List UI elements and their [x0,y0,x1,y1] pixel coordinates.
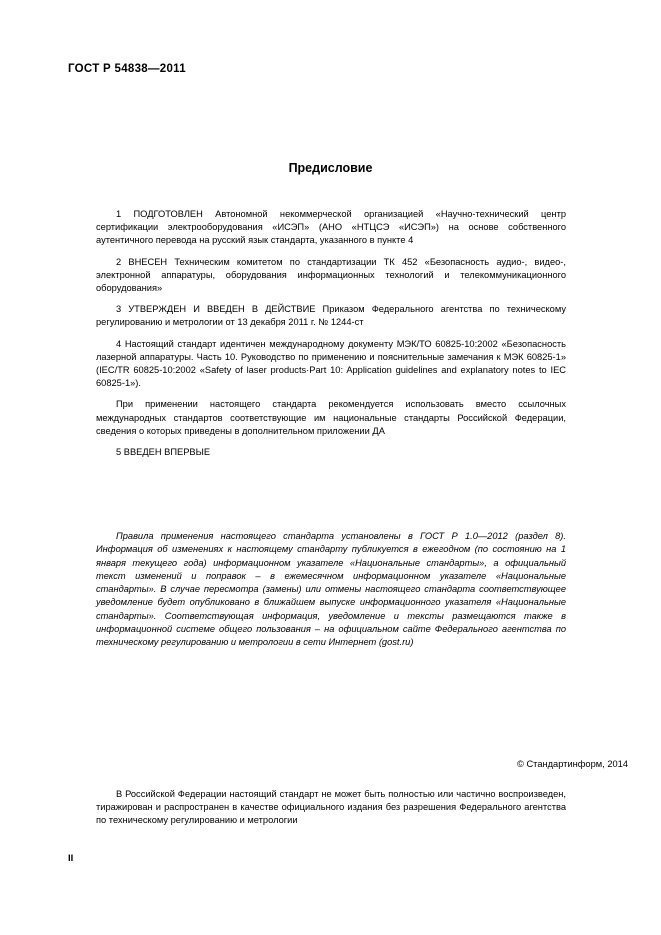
preface-item-4: 4 Настоящий стандарт идентичен международному документу МЭК/ТО 60825-10:2002 «Безопасность лазерной аппаратуры. Часть 10. Руководство по применению и пояснительные замечания к МЭК 60825-1» (IEC/TR 60825-10:2002 «Safety of laser products·Part 10: Application guidelines and explanatory notes to IEC 60825-1»). [96,338,566,389]
preface-item-1: 1 ПОДГОТОВЛЕН Автономной некоммерческой организацией «Научно-технический центр сертификации электрооборудования «ИСЭП» (АНО «НТЦСЭ «ИСЭП») на основе собственного аутентичного перевода на русский язык стандарта, указанного в пункте 4 [96,209,566,246]
page-title: Предисловие [288,161,373,175]
preface-list [96,208,566,467]
rules-note-text: Правила применения настоящего стандарта установлены в ГОСТ Р 1.0—2012 (раздел 8). Информация об изменениях к настоящему стандарту публикуется в ежегодном (по состоянию на 1 января текущего года) информационном указателе «Национальные стандарты», а официальный текст изменений и поправок – в ежемесячном информационном указателе «Национальные стандарты». В случае пересмотра (замены) или отмены настоящего стандарта соответствующее уведомление будет опубликовано в ближайшем выпуске информационного указателя «Национальные стандарты». Соответствующая информация, уведомление и тексты размещаются также в информационной системе общего пользования – на официальном сайте Федерального агентства по техническому регулированию и метрологии в сети Интернет (gost.ru) [96,531,566,648]
copyright-line: © Стандартинформ, 2014 [517,759,628,769]
page-number: II [68,853,74,864]
rules-of-application-note [96,530,566,650]
preface-item-2: 2 ВНЕСЕН Техническим комитетом по стандартизации ТК 452 «Безопасность аудио-, видео-, электронной аппаратуры, оборудования информационных технологий и телекоммуникационного оборудования» [96,256,566,294]
preface-item-note: При применении настоящего стандарта рекомендуется использовать вместо ссылочных международных стандартов соответствующие им национальные стандарты Российской Федерации, сведения о которых приведены в дополнительном приложении ДА [96,399,566,436]
reproduction-note [96,788,566,828]
standard-number-header: ГОСТ Р 54838—2011 [68,63,186,75]
preface-item-5: 5 ВВЕДЕН ВПЕРВЫЕ [116,447,211,458]
reproduction-note-text: В Российской Федерации настоящий стандарт не может быть полностью или частично воспроизведен, тиражирован и распространен в качестве официального издания без разрешения Федерального агентства по техническому регулированию и метрологии [96,789,566,826]
preface-item-3: 3 УТВЕРЖДЕН И ВВЕДЕН В ДЕЙСТВИЕ Приказом Федерального агентства по техническому регулированию и метрологии от 13 декабря 2011 г. № 1244-ст [96,304,566,328]
